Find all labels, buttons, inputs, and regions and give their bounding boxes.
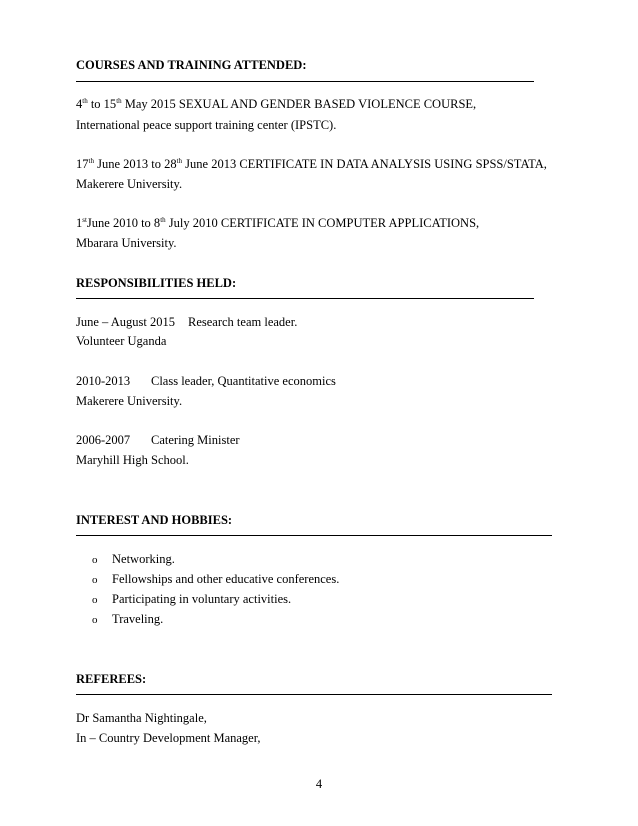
responsibility-1 (76, 315, 297, 330)
course-2-org: Makerere University. (76, 177, 183, 191)
bullet-icon: o (92, 594, 98, 606)
referee-title: In – Country Development Manager, (76, 731, 261, 745)
course-1-org: International peace support training center (IPSTC). (76, 118, 337, 132)
responsibilities-heading: RESPONSIBILITIES HELD: (76, 276, 237, 290)
interests-rule (76, 535, 552, 536)
bullet-icon: o (92, 574, 98, 586)
courses-rule (76, 81, 534, 82)
page-number: 4 (315, 777, 323, 791)
course-1-title: 4th to 15th May 2015 SEXUAL AND GENDER BASED VIOLENCE COURSE, (76, 96, 477, 111)
referees-rule (76, 694, 552, 695)
responsibility-2-period: 2010-2013 (76, 374, 131, 388)
interests-heading: INTEREST AND HOBBIES: (76, 513, 233, 527)
course-3-org: Mbarara University. (76, 236, 177, 250)
course-2-title: 17th June 2013 to 28th June 2013 CERTIFICATE IN DATA ANALYSIS USING SPSS/STATA, (76, 156, 547, 171)
courses-heading: COURSES AND TRAINING ATTENDED: (76, 58, 307, 72)
responsibility-1-org: Volunteer Uganda (76, 334, 167, 348)
list-item: o Networking. (92, 552, 175, 566)
bullet-icon: o (92, 614, 98, 626)
responsibility-3-role: Catering Minister (151, 433, 240, 447)
referee-name: Dr Samantha Nightingale, (76, 711, 207, 725)
responsibilities-rule (76, 298, 534, 299)
responsibility-2 (76, 374, 336, 389)
list-item: o Fellowships and other educative conferences. (92, 572, 340, 586)
referees-heading: REFEREES: (76, 672, 147, 686)
responsibility-2-role: Class leader, Quantitative economics (151, 374, 336, 388)
responsibility-1-period: June – August 2015 (76, 315, 175, 329)
bullet-icon: o (92, 554, 98, 566)
list-item: o Traveling. (92, 612, 164, 626)
responsibility-3-period: 2006-2007 (76, 433, 131, 447)
list-item: o Participating in voluntary activities. (92, 592, 292, 606)
responsibility-3-org: Maryhill High School. (76, 453, 189, 467)
responsibility-3 (76, 433, 240, 448)
responsibility-2-org: Makerere University. (76, 394, 183, 408)
responsibility-1-role: Research team leader. (188, 315, 298, 329)
course-3-title: 1stJune 2010 to 8th July 2010 CERTIFICATE IN COMPUTER APPLICATIONS, (76, 215, 480, 230)
